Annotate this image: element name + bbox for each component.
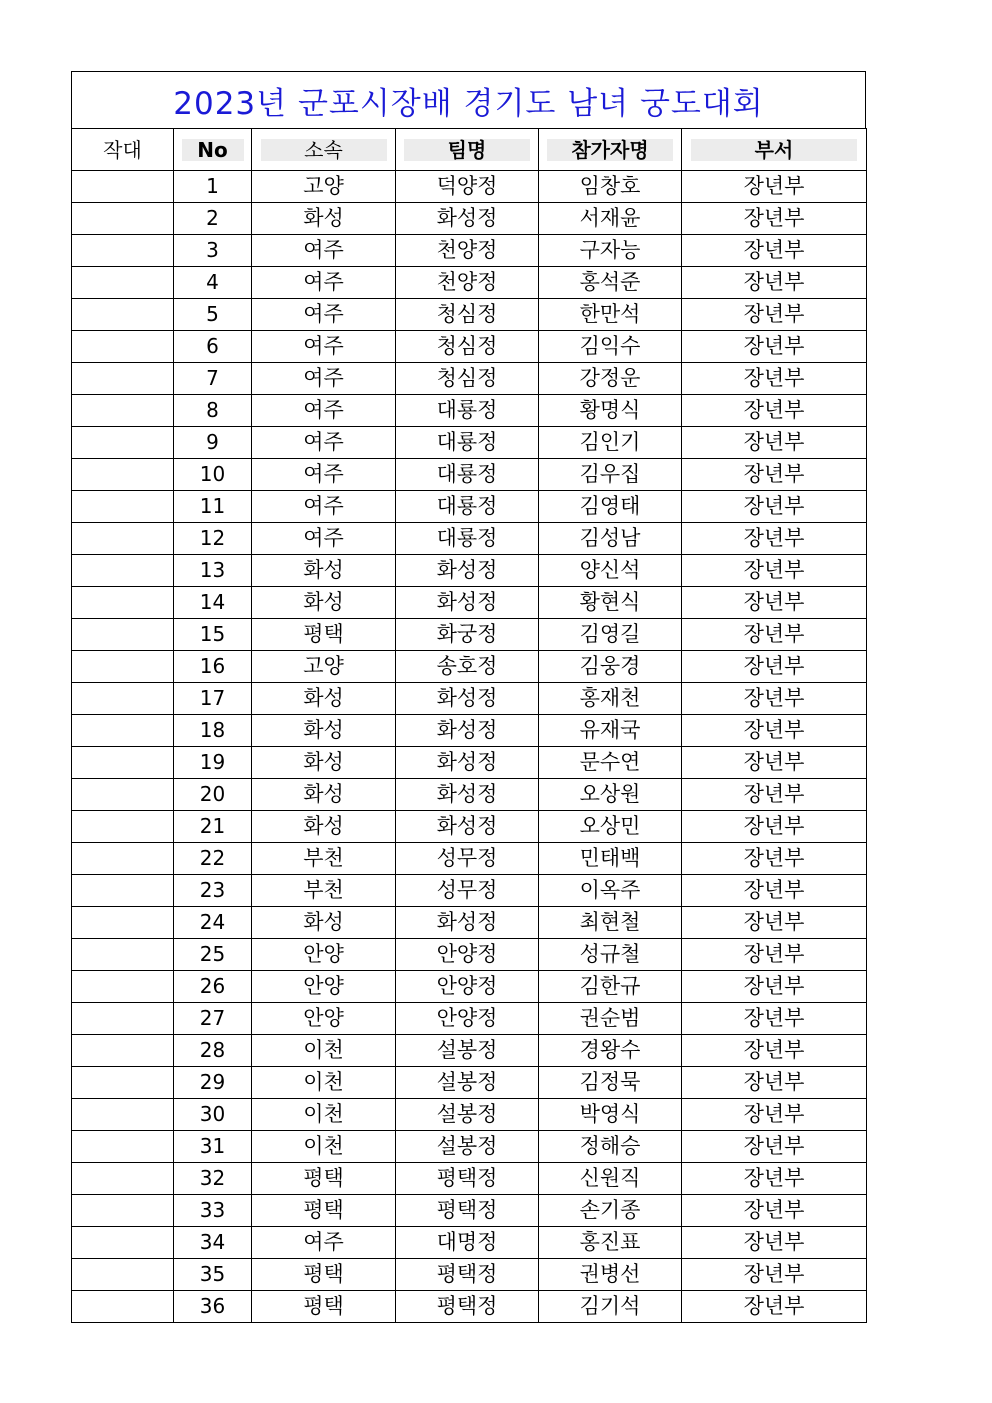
cell-name: 홍진표 xyxy=(539,1227,682,1259)
cell-team: 화성정 xyxy=(396,587,539,619)
cell-team: 안양정 xyxy=(396,1003,539,1035)
cell-name: 김성남 xyxy=(539,523,682,555)
cell-team: 성무정 xyxy=(396,843,539,875)
cell-name: 성규철 xyxy=(539,939,682,971)
cell-no: 10 xyxy=(174,459,252,491)
cell-name: 임창호 xyxy=(539,171,682,203)
table-row xyxy=(72,683,867,715)
cell-division: 장년부 xyxy=(682,843,867,875)
cell-no: 17 xyxy=(174,683,252,715)
cell-name: 신원직 xyxy=(539,1163,682,1195)
cell-division: 장년부 xyxy=(682,459,867,491)
cell-name: 유재국 xyxy=(539,715,682,747)
cell-team: 청심정 xyxy=(396,331,539,363)
cell-name: 황현식 xyxy=(539,587,682,619)
cell-lane xyxy=(72,907,174,939)
cell-division: 장년부 xyxy=(682,779,867,811)
cell-team: 설봉정 xyxy=(396,1067,539,1099)
cell-no: 26 xyxy=(174,971,252,1003)
cell-team: 설봉정 xyxy=(396,1099,539,1131)
cell-club: 평택 xyxy=(252,1195,396,1227)
cell-lane xyxy=(72,811,174,843)
cell-division: 장년부 xyxy=(682,1195,867,1227)
cell-division: 장년부 xyxy=(682,939,867,971)
table-row xyxy=(72,939,867,971)
cell-lane xyxy=(72,715,174,747)
cell-lane xyxy=(72,747,174,779)
cell-no: 15 xyxy=(174,619,252,651)
cell-division: 장년부 xyxy=(682,555,867,587)
table-row xyxy=(72,491,867,523)
table-row xyxy=(72,907,867,939)
cell-lane xyxy=(72,363,174,395)
cell-team: 덕양정 xyxy=(396,171,539,203)
cell-club: 여주 xyxy=(252,395,396,427)
cell-name: 권순범 xyxy=(539,1003,682,1035)
cell-no: 7 xyxy=(174,363,252,395)
cell-division: 장년부 xyxy=(682,1003,867,1035)
cell-name: 김우집 xyxy=(539,459,682,491)
cell-division: 장년부 xyxy=(682,1067,867,1099)
table-row xyxy=(72,971,867,1003)
table-row xyxy=(72,619,867,651)
cell-team: 화성정 xyxy=(396,555,539,587)
cell-division: 장년부 xyxy=(682,747,867,779)
cell-lane xyxy=(72,1163,174,1195)
table-row xyxy=(72,363,867,395)
cell-lane xyxy=(72,203,174,235)
table-row xyxy=(72,267,867,299)
cell-club: 안양 xyxy=(252,971,396,1003)
cell-no: 20 xyxy=(174,779,252,811)
cell-no: 16 xyxy=(174,651,252,683)
cell-team: 대룡정 xyxy=(396,459,539,491)
table-row xyxy=(72,1163,867,1195)
table-row xyxy=(72,459,867,491)
cell-lane xyxy=(72,1035,174,1067)
cell-club: 안양 xyxy=(252,939,396,971)
cell-no: 24 xyxy=(174,907,252,939)
cell-no: 34 xyxy=(174,1227,252,1259)
cell-name: 황명식 xyxy=(539,395,682,427)
cell-lane xyxy=(72,235,174,267)
cell-division: 장년부 xyxy=(682,875,867,907)
table-body xyxy=(72,171,867,1323)
cell-no: 21 xyxy=(174,811,252,843)
table-row xyxy=(72,395,867,427)
cell-lane xyxy=(72,523,174,555)
cell-no: 6 xyxy=(174,331,252,363)
cell-team: 성무정 xyxy=(396,875,539,907)
cell-lane xyxy=(72,1195,174,1227)
cell-team: 설봉정 xyxy=(396,1035,539,1067)
cell-division: 장년부 xyxy=(682,971,867,1003)
cell-lane xyxy=(72,939,174,971)
cell-club: 여주 xyxy=(252,459,396,491)
cell-lane xyxy=(72,875,174,907)
cell-team: 대룡정 xyxy=(396,427,539,459)
cell-no: 33 xyxy=(174,1195,252,1227)
cell-club: 평택 xyxy=(252,619,396,651)
cell-team: 대룡정 xyxy=(396,491,539,523)
cell-no: 11 xyxy=(174,491,252,523)
cell-lane xyxy=(72,1003,174,1035)
cell-lane xyxy=(72,1099,174,1131)
cell-division: 장년부 xyxy=(682,331,867,363)
cell-name: 권병선 xyxy=(539,1259,682,1291)
cell-division: 장년부 xyxy=(682,299,867,331)
cell-name: 최현철 xyxy=(539,907,682,939)
participant-table xyxy=(71,128,867,1323)
cell-lane xyxy=(72,171,174,203)
table-row xyxy=(72,1035,867,1067)
cell-club: 여주 xyxy=(252,491,396,523)
cell-club: 부천 xyxy=(252,843,396,875)
cell-team: 평택정 xyxy=(396,1195,539,1227)
cell-name: 이옥주 xyxy=(539,875,682,907)
cell-name: 양신석 xyxy=(539,555,682,587)
table-row xyxy=(72,1195,867,1227)
header-lane: 작대 xyxy=(72,129,174,171)
cell-division: 장년부 xyxy=(682,651,867,683)
cell-no: 35 xyxy=(174,1259,252,1291)
cell-lane xyxy=(72,331,174,363)
cell-name: 정해승 xyxy=(539,1131,682,1163)
table-row xyxy=(72,555,867,587)
cell-division: 장년부 xyxy=(682,267,867,299)
cell-no: 8 xyxy=(174,395,252,427)
page-title: 2023년 군포시장배 경기도 남녀 궁도대회 xyxy=(173,85,764,122)
cell-name: 김정묵 xyxy=(539,1067,682,1099)
cell-lane xyxy=(72,843,174,875)
cell-division: 장년부 xyxy=(682,683,867,715)
table-row xyxy=(72,427,867,459)
cell-name: 민태백 xyxy=(539,843,682,875)
cell-division: 장년부 xyxy=(682,1291,867,1323)
table-row xyxy=(72,779,867,811)
cell-club: 고양 xyxy=(252,171,396,203)
cell-division: 장년부 xyxy=(682,715,867,747)
table-row xyxy=(72,1067,867,1099)
cell-team: 평택정 xyxy=(396,1291,539,1323)
cell-club: 여주 xyxy=(252,523,396,555)
cell-name: 한만석 xyxy=(539,299,682,331)
cell-division: 장년부 xyxy=(682,363,867,395)
cell-lane xyxy=(72,427,174,459)
cell-lane xyxy=(72,1259,174,1291)
cell-lane xyxy=(72,779,174,811)
cell-division: 장년부 xyxy=(682,235,867,267)
cell-name: 김영태 xyxy=(539,491,682,523)
cell-lane xyxy=(72,1067,174,1099)
cell-division: 장년부 xyxy=(682,1099,867,1131)
cell-no: 14 xyxy=(174,587,252,619)
cell-team: 화성정 xyxy=(396,811,539,843)
cell-lane xyxy=(72,587,174,619)
cell-club: 화성 xyxy=(252,907,396,939)
cell-team: 송호정 xyxy=(396,651,539,683)
cell-no: 18 xyxy=(174,715,252,747)
cell-club: 화성 xyxy=(252,683,396,715)
cell-team: 설봉정 xyxy=(396,1131,539,1163)
cell-no: 13 xyxy=(174,555,252,587)
table-row xyxy=(72,299,867,331)
cell-division: 장년부 xyxy=(682,1131,867,1163)
cell-name: 홍석준 xyxy=(539,267,682,299)
cell-no: 36 xyxy=(174,1291,252,1323)
cell-name: 오상민 xyxy=(539,811,682,843)
cell-name: 김웅경 xyxy=(539,651,682,683)
cell-name: 경왕수 xyxy=(539,1035,682,1067)
table-row xyxy=(72,843,867,875)
cell-lane xyxy=(72,1227,174,1259)
table-row xyxy=(72,1291,867,1323)
cell-team: 안양정 xyxy=(396,971,539,1003)
cell-no: 2 xyxy=(174,203,252,235)
table-row xyxy=(72,235,867,267)
cell-club: 화성 xyxy=(252,811,396,843)
cell-club: 화성 xyxy=(252,779,396,811)
cell-club: 여주 xyxy=(252,331,396,363)
header-row xyxy=(72,129,867,171)
cell-lane xyxy=(72,1131,174,1163)
cell-club: 이천 xyxy=(252,1131,396,1163)
cell-club: 화성 xyxy=(252,203,396,235)
cell-division: 장년부 xyxy=(682,523,867,555)
table-row xyxy=(72,875,867,907)
cell-no: 5 xyxy=(174,299,252,331)
cell-name: 김익수 xyxy=(539,331,682,363)
table-row xyxy=(72,203,867,235)
table-row xyxy=(72,1003,867,1035)
cell-team: 평택정 xyxy=(396,1163,539,1195)
cell-team: 화궁정 xyxy=(396,619,539,651)
cell-team: 안양정 xyxy=(396,939,539,971)
cell-team: 화성정 xyxy=(396,683,539,715)
cell-name: 박영식 xyxy=(539,1099,682,1131)
cell-no: 22 xyxy=(174,843,252,875)
cell-lane xyxy=(72,555,174,587)
cell-name: 강정운 xyxy=(539,363,682,395)
cell-club: 평택 xyxy=(252,1291,396,1323)
cell-lane xyxy=(72,491,174,523)
cell-team: 대룡정 xyxy=(396,395,539,427)
cell-division: 장년부 xyxy=(682,491,867,523)
cell-lane xyxy=(72,1291,174,1323)
cell-division: 장년부 xyxy=(682,1227,867,1259)
cell-team: 화성정 xyxy=(396,747,539,779)
cell-club: 여주 xyxy=(252,1227,396,1259)
header-no: No xyxy=(174,129,252,171)
header-team: 팀명 xyxy=(396,129,539,171)
cell-club: 여주 xyxy=(252,299,396,331)
table-row xyxy=(72,1259,867,1291)
cell-team: 청심정 xyxy=(396,363,539,395)
cell-team: 천양정 xyxy=(396,235,539,267)
cell-team: 천양정 xyxy=(396,267,539,299)
cell-club: 여주 xyxy=(252,267,396,299)
cell-division: 장년부 xyxy=(682,1259,867,1291)
cell-no: 32 xyxy=(174,1163,252,1195)
cell-no: 28 xyxy=(174,1035,252,1067)
cell-no: 29 xyxy=(174,1067,252,1099)
table-row xyxy=(72,747,867,779)
cell-division: 장년부 xyxy=(682,811,867,843)
cell-club: 이천 xyxy=(252,1099,396,1131)
cell-division: 장년부 xyxy=(682,619,867,651)
cell-club: 여주 xyxy=(252,427,396,459)
header-name: 참가자명 xyxy=(539,129,682,171)
header-division: 부서 xyxy=(682,129,867,171)
table-row xyxy=(72,1227,867,1259)
cell-division: 장년부 xyxy=(682,1163,867,1195)
cell-no: 31 xyxy=(174,1131,252,1163)
cell-lane xyxy=(72,651,174,683)
table-row xyxy=(72,1099,867,1131)
cell-name: 김영길 xyxy=(539,619,682,651)
cell-club: 안양 xyxy=(252,1003,396,1035)
cell-name: 손기종 xyxy=(539,1195,682,1227)
cell-club: 화성 xyxy=(252,715,396,747)
cell-division: 장년부 xyxy=(682,1035,867,1067)
cell-no: 1 xyxy=(174,171,252,203)
cell-team: 화성정 xyxy=(396,715,539,747)
cell-club: 여주 xyxy=(252,363,396,395)
cell-division: 장년부 xyxy=(682,203,867,235)
cell-lane xyxy=(72,619,174,651)
cell-name: 구자능 xyxy=(539,235,682,267)
cell-name: 문수연 xyxy=(539,747,682,779)
cell-club: 이천 xyxy=(252,1067,396,1099)
cell-club: 고양 xyxy=(252,651,396,683)
table-row xyxy=(72,651,867,683)
cell-name: 김한규 xyxy=(539,971,682,1003)
cell-no: 30 xyxy=(174,1099,252,1131)
table-row xyxy=(72,523,867,555)
table-row xyxy=(72,1131,867,1163)
cell-lane xyxy=(72,299,174,331)
cell-division: 장년부 xyxy=(682,427,867,459)
cell-lane xyxy=(72,971,174,1003)
cell-lane xyxy=(72,459,174,491)
cell-name: 홍재천 xyxy=(539,683,682,715)
cell-no: 25 xyxy=(174,939,252,971)
cell-no: 9 xyxy=(174,427,252,459)
cell-division: 장년부 xyxy=(682,171,867,203)
cell-team: 화성정 xyxy=(396,779,539,811)
cell-no: 12 xyxy=(174,523,252,555)
cell-team: 화성정 xyxy=(396,203,539,235)
cell-name: 김인기 xyxy=(539,427,682,459)
cell-club: 화성 xyxy=(252,747,396,779)
table-row xyxy=(72,587,867,619)
table-row xyxy=(72,715,867,747)
cell-no: 19 xyxy=(174,747,252,779)
title-box xyxy=(71,71,866,129)
roster-sheet xyxy=(71,71,866,1323)
cell-lane xyxy=(72,395,174,427)
cell-team: 청심정 xyxy=(396,299,539,331)
cell-club: 부천 xyxy=(252,875,396,907)
cell-club: 평택 xyxy=(252,1163,396,1195)
cell-no: 23 xyxy=(174,875,252,907)
cell-club: 화성 xyxy=(252,587,396,619)
cell-name: 김기석 xyxy=(539,1291,682,1323)
cell-name: 서재윤 xyxy=(539,203,682,235)
cell-club: 여주 xyxy=(252,235,396,267)
cell-division: 장년부 xyxy=(682,587,867,619)
table-row xyxy=(72,811,867,843)
cell-team: 대명정 xyxy=(396,1227,539,1259)
cell-lane xyxy=(72,683,174,715)
cell-division: 장년부 xyxy=(682,395,867,427)
cell-team: 대룡정 xyxy=(396,523,539,555)
cell-lane xyxy=(72,267,174,299)
cell-no: 27 xyxy=(174,1003,252,1035)
cell-club: 이천 xyxy=(252,1035,396,1067)
header-club: 소속 xyxy=(252,129,396,171)
cell-no: 3 xyxy=(174,235,252,267)
cell-club: 평택 xyxy=(252,1259,396,1291)
cell-no: 4 xyxy=(174,267,252,299)
table-row xyxy=(72,171,867,203)
table-row xyxy=(72,331,867,363)
cell-division: 장년부 xyxy=(682,907,867,939)
cell-team: 화성정 xyxy=(396,907,539,939)
cell-team: 평택정 xyxy=(396,1259,539,1291)
cell-name: 오상원 xyxy=(539,779,682,811)
cell-club: 화성 xyxy=(252,555,396,587)
